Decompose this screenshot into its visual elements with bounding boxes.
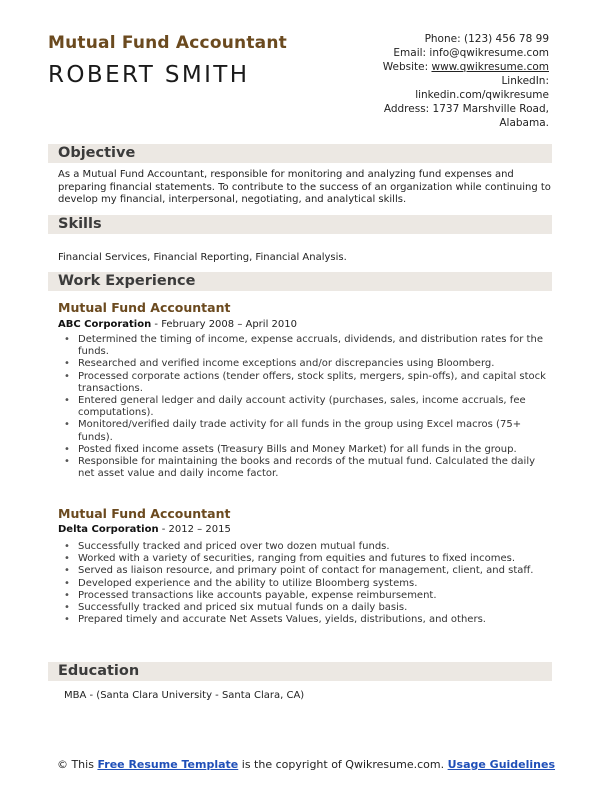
job-bullet: • Successfully tracked and priced six mutual funds on a daily basis. (64, 602, 550, 614)
job-bullet: • Processed transactions like accounts payable, expense reimbursement. (64, 590, 550, 602)
job-bullets (64, 334, 550, 480)
education-text: MBA - (Santa Clara University - Santa Clara, CA) (64, 690, 305, 701)
job-bullet: • Posted fixed income assets (Treasury Bills and Money Market) for all funds in the group. (64, 444, 550, 456)
contact-block (289, 32, 549, 130)
website-label: Website: (382, 61, 429, 73)
email-label: Email: (393, 47, 427, 59)
address-label: Address: (383, 103, 430, 115)
skills-section-header (48, 215, 552, 234)
objective-heading: Objective (58, 145, 136, 161)
experience-section-header (48, 272, 552, 291)
company-name: Delta Corporation (58, 524, 159, 535)
candidate-name: ROBERT SMITH (48, 62, 250, 88)
job-bullet: • Entered general ledger and daily account activity (purchases, sales, income accruals, fee computations). (64, 395, 550, 419)
address-line1: 1737 Marshville Road, (432, 103, 549, 115)
job-company-line (58, 524, 231, 535)
job-dates: - 2012 – 2015 (158, 524, 231, 535)
job-bullet: • Researched and verified income exceptions and/or discrepancies using Bloomberg. (64, 358, 550, 370)
linkedin-value: linkedin.com/qwikresume (415, 89, 549, 101)
education-heading: Education (58, 663, 140, 679)
contact-email (289, 46, 549, 60)
email-value: info@qwikresume.com (429, 47, 549, 59)
job-bullet: • Processed corporate actions (tender offers, stock splits, mergers, spin-offs), and capital stock transactions. (64, 371, 550, 395)
contact-phone (289, 32, 549, 46)
education-section-header (48, 662, 552, 681)
job-title: Mutual Fund Accountant (58, 300, 231, 315)
job-bullet: • Served as liaison resource, and primary point of contact for management, client, and staff. (64, 565, 550, 577)
objective-section-header (48, 144, 552, 163)
header-job-title: Mutual Fund Accountant (48, 33, 287, 53)
job-bullet: • Successfully tracked and priced over two dozen mutual funds. (64, 541, 550, 553)
job-bullet: • Monitored/verified daily trade activity for all funds in the group using Excel macros (75+ funds). (64, 419, 550, 443)
objective-text: As a Mutual Fund Accountant, responsible for monitoring and analyzing fund expenses and preparing financial statements. To contribute to the success of an organization while continuing to develop my financial, interpersonal, negotiating, and analytical skills. (58, 169, 551, 205)
job-company-line (58, 319, 297, 330)
website-link[interactable]: www.qwikresume.com (431, 61, 549, 73)
skills-text: Financial Services, Financial Reporting, Financial Analysis. (58, 252, 347, 263)
experience-heading: Work Experience (58, 273, 196, 289)
job-title: Mutual Fund Accountant (58, 506, 231, 521)
free-resume-template-link[interactable]: Free Resume Template (97, 758, 239, 771)
contact-address (289, 102, 549, 116)
contact-website (289, 60, 549, 74)
job-bullet: • Developed experience and the ability to utilize Bloomberg systems. (64, 578, 550, 590)
skills-heading: Skills (58, 216, 102, 232)
footer-middle: is the copyright of Qwikresume.com. (238, 758, 448, 771)
job-bullet: • Worked with a variety of securities, ranging from equities and futures to fixed incomes. (64, 553, 550, 565)
company-name: ABC Corporation (58, 319, 152, 330)
linkedin-label: LinkedIn: (501, 75, 549, 87)
job-bullet: • Determined the timing of income, expense accruals, dividends, and distribution rates for the funds. (64, 334, 550, 358)
address-line2: Alabama. (499, 117, 549, 129)
job-bullet: • Prepared timely and accurate Net Assets Values, yields, distributions, and others. (64, 614, 550, 626)
phone-value: (123) 456 78 99 (463, 33, 549, 45)
job-dates: - February 2008 – April 2010 (151, 319, 297, 330)
phone-label: Phone: (424, 33, 461, 45)
footer-prefix: © This (56, 758, 98, 771)
job-bullet: • Responsible for maintaining the books and records of the mutual fund. Calculated the daily net asset value and daily income factor. (64, 456, 550, 480)
footer (0, 758, 612, 772)
usage-guidelines-link[interactable]: Usage Guidelines (447, 758, 556, 771)
job-bullets (64, 541, 550, 626)
